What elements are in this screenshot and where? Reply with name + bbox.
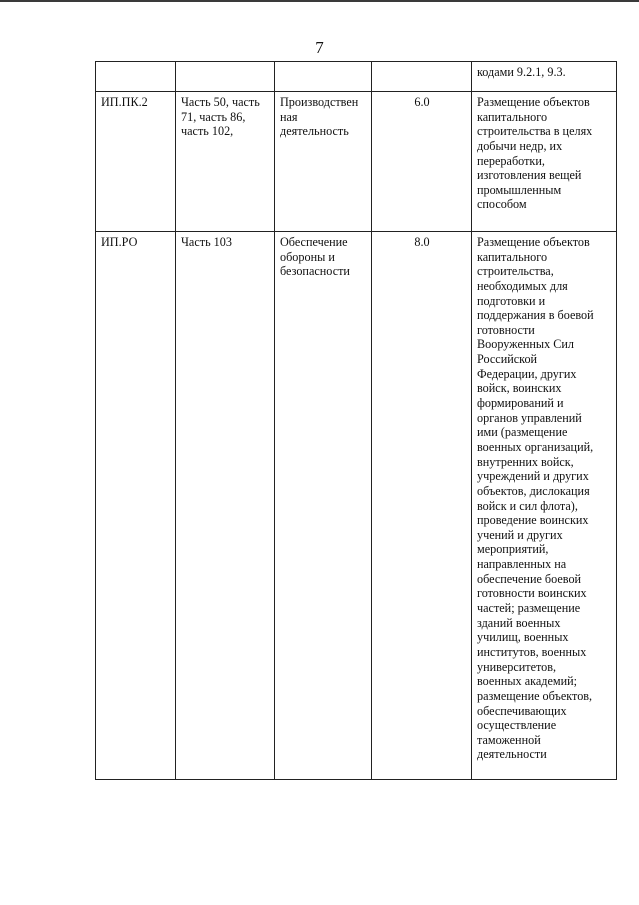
activity-line: ная (280, 109, 298, 124)
description-line: учреждений и других (477, 469, 589, 484)
activity-line: безопасности (280, 264, 350, 279)
parts-line: часть 102, (181, 124, 234, 139)
parts-line: Часть 50, часть (181, 95, 260, 109)
description-line: подготовки и (477, 293, 546, 308)
parts-cell (176, 62, 275, 92)
description-line: университетов, (477, 659, 557, 674)
zoning-table (95, 61, 617, 780)
description-line: готовности (477, 322, 535, 337)
description-line: направленных на (477, 557, 567, 572)
description-line: деятельности (477, 747, 547, 762)
description-line: необходимых для (477, 278, 568, 293)
description-line: осуществление (477, 718, 557, 733)
description-line: поддержания в боевой (477, 308, 594, 323)
description-line: институтов, военных (477, 644, 587, 659)
activity-line: обороны и (280, 249, 335, 264)
activity-code-cell: 8.0 (372, 232, 472, 780)
description-line: способом (477, 197, 527, 212)
description-line: частей; размещение (477, 601, 581, 616)
description-line: зданий военных (477, 615, 561, 630)
table-row (96, 232, 617, 780)
description-line: военных академий; (477, 674, 578, 689)
description-line: Вооруженных Сил (477, 337, 574, 352)
description-line: Федерации, других (477, 366, 577, 381)
activity-code-cell: 6.0 (372, 92, 472, 232)
description-line: училищ, военных (477, 630, 569, 645)
activity-line: Обеспечение (280, 235, 348, 249)
description-line: военных организаций, (477, 439, 594, 454)
activity-cell (275, 92, 372, 232)
description-line: Размещение объектов (477, 95, 590, 109)
description-line: мероприятий, (477, 542, 549, 557)
parts-line: Часть 103 (181, 235, 232, 249)
activity-cell (275, 232, 372, 780)
page-number: 7 (315, 38, 324, 57)
scan-edge-line (0, 0, 639, 2)
description-line: промышленным (477, 182, 562, 197)
description-line: обеспечивающих (477, 703, 567, 718)
description-line: объектов, дислокация (477, 483, 590, 498)
zone-code-cell: ИП.РО (96, 232, 176, 780)
table-row (96, 92, 617, 232)
parts-cell (176, 92, 275, 232)
description-line: капитального (477, 109, 548, 124)
description-line: Российской (477, 352, 538, 367)
description-line: органов управлений (477, 410, 582, 425)
description-line: обеспечение боевой (477, 571, 582, 586)
description-cell (472, 232, 617, 780)
zone-code-cell: ИП.ПК.2 (96, 92, 176, 232)
description-line: кодами 9.2.1, 9.3. (477, 65, 566, 79)
parts-cell (176, 232, 275, 780)
description-cell (472, 92, 617, 232)
activity-cell (275, 62, 372, 92)
description-line: готовности воинских (477, 586, 587, 601)
description-line: внутренних войск, (477, 454, 574, 469)
description-line: войск и сил флота), (477, 498, 578, 513)
description-line: войск, воинских (477, 381, 562, 396)
description-line: таможенной (477, 732, 541, 747)
table-row (96, 62, 617, 92)
activity-code-cell (372, 62, 472, 92)
parts-line: 71, часть 86, (181, 109, 246, 124)
description-line: формирований и (477, 396, 564, 411)
zone-code-cell (96, 62, 176, 92)
description-line: проведение воинских (477, 513, 589, 528)
activity-line: Производствен (280, 95, 359, 109)
description-line: учений и других (477, 527, 563, 542)
description-line: строительства в целях (477, 124, 593, 139)
description-line: ими (размещение (477, 425, 568, 440)
description-line: добычи недр, их (477, 138, 563, 153)
description-line: изготовления вещей (477, 168, 582, 183)
description-cell (472, 62, 617, 92)
description-line: размещение объектов, (477, 688, 593, 703)
activity-line: деятельность (280, 124, 349, 139)
description-line: капитального (477, 249, 548, 264)
description-line: Размещение объектов (477, 235, 590, 249)
description-line: строительства, (477, 264, 554, 279)
description-line: переработки, (477, 153, 545, 168)
